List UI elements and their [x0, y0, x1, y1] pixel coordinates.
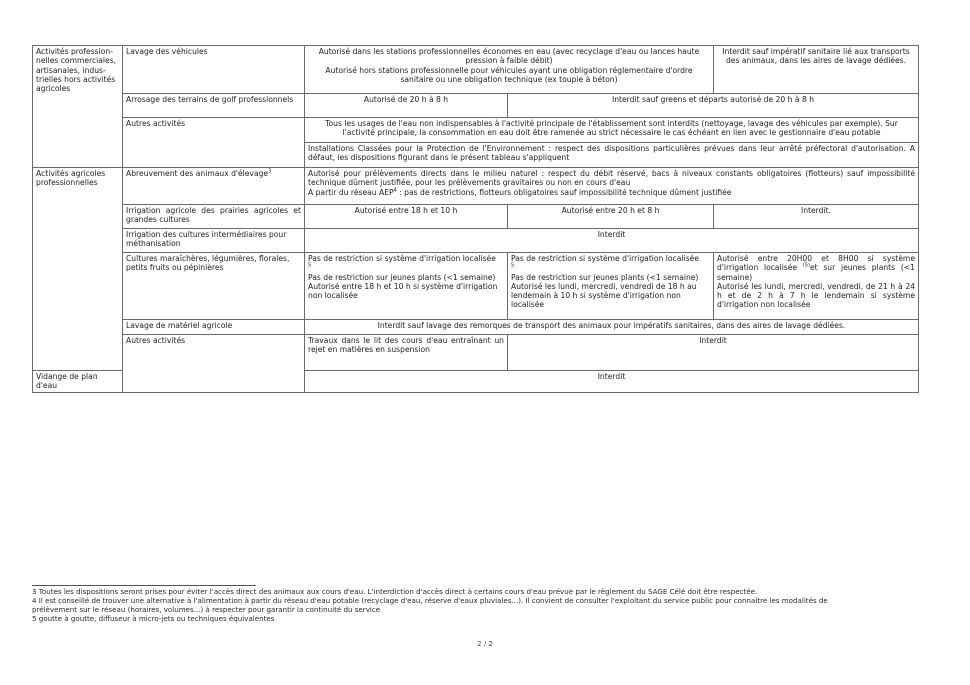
footnote-4: 4 Il est conseillé de trouver une alternative à l'alimentation à partir du réseau d'eau potable (recyclage d'eau, réserve d'eaux pluviales...). Il convient de consulter l'exploitant du service public pour connaître les modalités de: [32, 595, 828, 605]
footnote-ref-5: 5: [308, 262, 312, 269]
abreuvement-text1: Autorisé pour prélèvements directs dans le milieu naturel : respect du débit réservé, bacs à niveaux constants obligatoires (flotteurs) sauf impossibilité technique dûment justifiée, pour les prélèvements gravitaires ou non en cours d'eau: [308, 169, 915, 188]
footnote-ref-5c: (5): [802, 262, 810, 269]
maraichage-col3-a2: et sur jeunes plants (<1 semaine): [717, 263, 915, 282]
autres-activites-text2: Installations Classées pour la Protection de l'Environnement : respect des dispositions particulières prévues dans leur arrêté préfectoral d'autorisation. A défaut, les dispositions figurant dans le présent tableau s'appliquent: [305, 143, 919, 168]
footnote-ref-4: 4: [393, 186, 397, 193]
maraichage-col1-a: [308, 254, 504, 273]
footnote-5: 5 goutte à goutte, diffuseur à micro-jets ou techniques équivalentes: [32, 613, 275, 623]
irrigation-methanisation-text: Interdit: [305, 229, 919, 253]
lavage-vehicules-text-b: Autorisé hors stations professionnelle pour véhicules ayant une obligation réglementaire d'ordre sanitaire ou une obligation technique (ex toupie à béton): [325, 65, 693, 84]
footnote-4-cont: prélèvement sur le réseau (horaires, volumes...) à respecter pour garantir la continuité du service: [32, 604, 381, 614]
restrictions-table: [32, 45, 919, 393]
footnote-ref-5b: 5: [511, 262, 515, 269]
irrigation-prairies-col3: Interdit.: [714, 205, 919, 229]
category-activites-professionnelles: Activités profession-nelles commerciales, artisanales, indus-trielles hors activités agricoles: [33, 46, 123, 168]
table-row: [33, 205, 919, 229]
page-number: 2 / 2: [477, 640, 493, 648]
table-row: [33, 320, 919, 335]
table-row: [33, 168, 919, 205]
maraichage-col3-a-text: Autorisé entre 20H00 et 8H00 si système d'irrigation localisée: [717, 254, 915, 273]
travaux-text: Interdit: [508, 335, 919, 371]
row-label-maraichage: Cultures maraîchères, légumières, florales, petits fruits ou pépinières: [123, 253, 305, 320]
row-label-lavage-materiel: Lavage de matériel agricole: [123, 320, 305, 335]
abreuvement-text: [305, 168, 919, 205]
irrigation-prairies-col1: Autorisé entre 18 h et 10 h: [305, 205, 508, 229]
footnote-separator: [32, 585, 256, 586]
lavage-vehicules-col1: [305, 46, 714, 94]
maraichage-col2-c: Autorisé les lundi, mercredi, vendredi de 18 h au lendemain à 10 h si système d'irrigation non localisée: [511, 281, 697, 310]
lavage-materiel-text: Interdit sauf lavage des remorques de transport des animaux pour impératifs sanitaires, dans des aires de lavage dédiées.: [305, 320, 919, 335]
maraichage-col2-a-text: Pas de restriction si système d'irrigation localisée: [511, 254, 699, 263]
table-row: [33, 118, 919, 143]
maraichage-col1-c: Autorisé entre 18 h et 10 h si système d'irrigation non localisée: [308, 281, 498, 300]
row-label-arrosage-golf: Arrosage des terrains de golf professionnels: [123, 94, 305, 118]
footnote-ref-3: 3: [268, 168, 272, 175]
table-row: [33, 94, 919, 118]
lavage-vehicules-text: Autorisé dans les stations professionnelles économes en eau (avec recyclage d'eau ou lances haute pression à faible débit): [318, 47, 700, 66]
maraichage-col3: [714, 253, 919, 320]
table-row: [33, 335, 919, 371]
vidange-text: Interdit: [305, 371, 919, 393]
abreuvement-aep-rest: : pas de restrictions, flotteurs obligatoires sauf impossibilité technique dûment justifiée: [396, 187, 732, 197]
table-row: [33, 229, 919, 253]
autres-activites-text1: Tous les usages de l'eau non indispensables à l'activité principale de l'établissement sont interdits (nettoyage, lavage des véhicules par exemple). Sur l'activité principale, la consommation en eau doit être ramenée au strict nécessaire le cas échéant en lien avec le gestionnaire d'eau potable: [305, 118, 919, 143]
category-autres-activites: Autres activités: [123, 335, 305, 393]
row-label-abreuvement: [123, 168, 305, 205]
golf-col2: Interdit sauf greens et départs autorisé de 20 h à 8 h: [508, 94, 919, 118]
row-label-autres-activites: Autres activités: [123, 118, 305, 168]
maraichage-col2-b: Pas de restriction sur jeunes plants (<1 semaine): [511, 272, 699, 282]
maraichage-col1-b: Pas de restriction sur jeunes plants (<1 semaine): [308, 272, 496, 282]
maraichage-col2: [508, 253, 714, 320]
table-row: [33, 253, 919, 320]
row-label-vidange: Vidange de plan d'eau: [33, 371, 123, 393]
category-activites-agricoles: Activités agricoles professionnelles: [33, 168, 123, 371]
row-label-lavage-vehicules: Lavage des véhicules: [123, 46, 305, 94]
footnote-3: 3 Toutes les dispositions seront prises pour éviter l'accès direct des animaux aux cours d'eau. L'interdiction d'accès direct à certains cours d'eau prévue par le règlement du SAGE Célé doit être respectée.: [32, 587, 758, 596]
row-label-irrigation-prairies: Irrigation agricole des prairies agricoles et grandes cultures: [123, 205, 305, 229]
golf-col1: Autorisé de 20 h à 8 h: [305, 94, 508, 118]
abreuvement-aep: A partir du réseau AEP: [308, 187, 394, 197]
maraichage-col1-a-text: Pas de restriction si système d'irrigation localisée: [308, 254, 496, 263]
maraichage-col3-a: [717, 254, 915, 282]
footnotes: [32, 588, 922, 623]
maraichage-col2-a: [511, 254, 710, 273]
row-label-travaux: Travaux dans le lit des cours d'eau entraînant un rejet en matières en suspension: [305, 335, 508, 371]
lavage-vehicules-col3: Interdit sauf impératif sanitaire lié aux transports des animaux, dans les aires de lavage dédiées.: [714, 46, 919, 94]
maraichage-col1: [305, 253, 508, 320]
abreuvement-text2: [308, 188, 915, 197]
abreuvement-label: Abreuvement des animaux d'élevage: [126, 169, 269, 178]
table-row: [33, 46, 919, 94]
irrigation-prairies-col2: Autorisé entre 20 h et 8 h: [508, 205, 714, 229]
maraichage-col3-b: Autorisé les lundi, mercredi, vendredi, de 21 h à 24 h et de 2 h à 7 h le lendemain si système d'irrigation non localisée: [717, 281, 915, 310]
row-label-irrigation-methanisation: Irrigation des cultures intermédiaires pour méthanisation: [123, 229, 305, 253]
